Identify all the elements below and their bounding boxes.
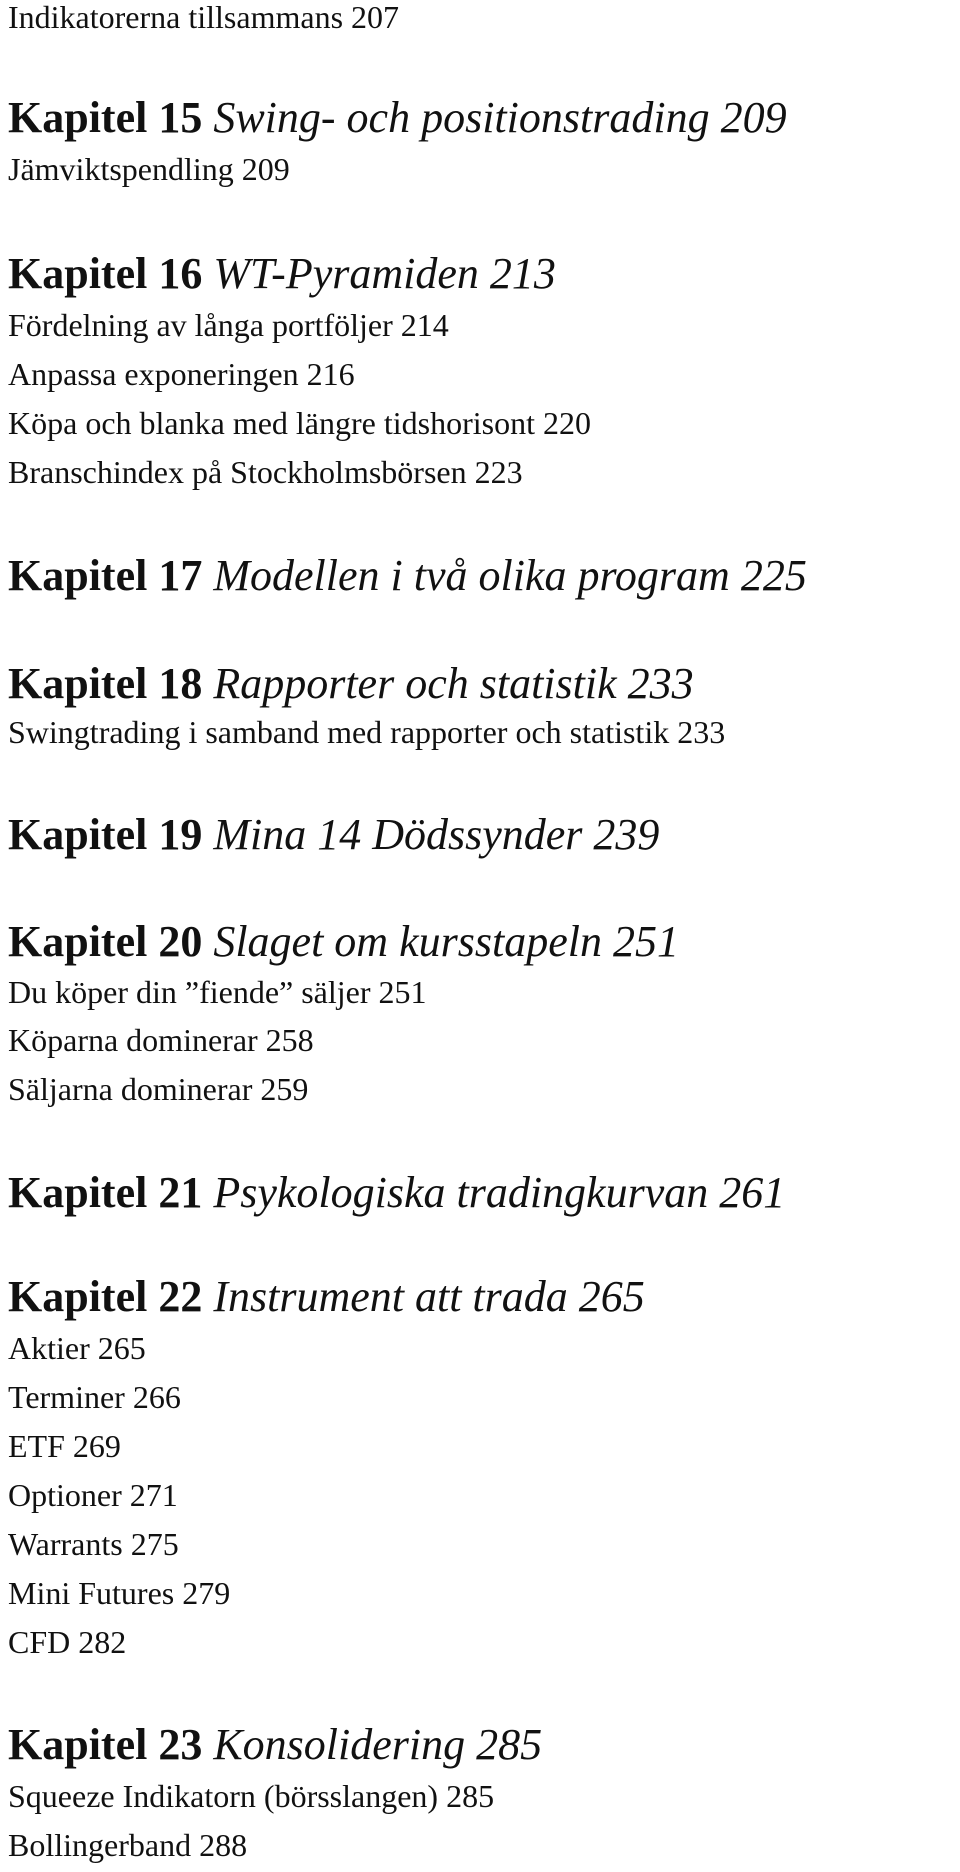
toc-entry: Optioner 271 [8,1477,178,1513]
toc-entry: Mini Futures 279 [8,1575,231,1611]
toc-entry: Köparna dominerar 258 [8,1022,314,1058]
chapter-number: Kapitel 22 [8,1272,203,1321]
chapter-title: Mina 14 Dödssynder 239 [213,810,660,859]
chapter-title: Modellen i två olika program 225 [213,551,807,600]
toc-entry: Köpa och blanka med längre tidshorisont 220 [8,405,591,441]
chapter-heading [8,659,694,709]
chapter-number: Kapitel 16 [8,249,203,298]
chapter-heading [8,1720,542,1770]
chapter-number: Kapitel 20 [8,917,203,966]
chapter-title: Rapporter och statistik 233 [213,659,694,708]
chapter-number: Kapitel 15 [8,93,203,142]
chapter-heading [8,551,807,601]
chapter-heading [8,1272,645,1322]
toc-entry: Squeeze Indikatorn (börsslangen) 285 [8,1778,495,1814]
chapter-heading [8,249,556,299]
toc-entry: Terminer 266 [8,1379,181,1415]
chapter-number: Kapitel 21 [8,1168,203,1217]
chapter-title: Instrument att trada 265 [213,1272,645,1321]
chapter-number: Kapitel 18 [8,659,203,708]
toc-entry: Bollingerband 288 [8,1827,248,1863]
toc-entry: Jämviktspendling 209 [8,151,290,187]
chapter-number: Kapitel 23 [8,1720,203,1769]
toc-entry: Du köper din ”fiende” säljer 251 [8,974,427,1010]
chapter-title: Swing- och positionstrading 209 [213,93,787,142]
chapter-heading [8,93,787,143]
chapter-heading [8,917,679,967]
toc-entry: ETF 269 [8,1428,121,1464]
toc-entry: CFD 282 [8,1624,127,1660]
chapter-title: Psykologiska tradingkurvan 261 [213,1168,786,1217]
chapter-title: Slaget om kursstapeln 251 [213,917,679,966]
toc-entry: Anpassa exponeringen 216 [8,356,355,392]
chapter-heading [8,810,659,860]
toc-entry: Fördelning av långa portföljer 214 [8,307,449,343]
chapter-heading [8,1168,785,1218]
toc-entry: Swingtrading i samband med rapporter och statistik 233 [8,714,726,750]
toc-entry: Warrants 275 [8,1526,179,1562]
toc-entry: Aktier 265 [8,1330,146,1366]
chapter-number: Kapitel 19 [8,810,203,859]
toc-entry: Säljarna dominerar 259 [8,1071,309,1107]
chapter-title: Konsolidering 285 [213,1720,543,1769]
chapter-title: WT-Pyramiden 213 [213,249,556,298]
toc-entry: Indikatorerna tillsammans 207 [8,0,400,35]
toc-entry: Branschindex på Stockholmsbörsen 223 [8,454,523,490]
chapter-number: Kapitel 17 [8,551,203,600]
